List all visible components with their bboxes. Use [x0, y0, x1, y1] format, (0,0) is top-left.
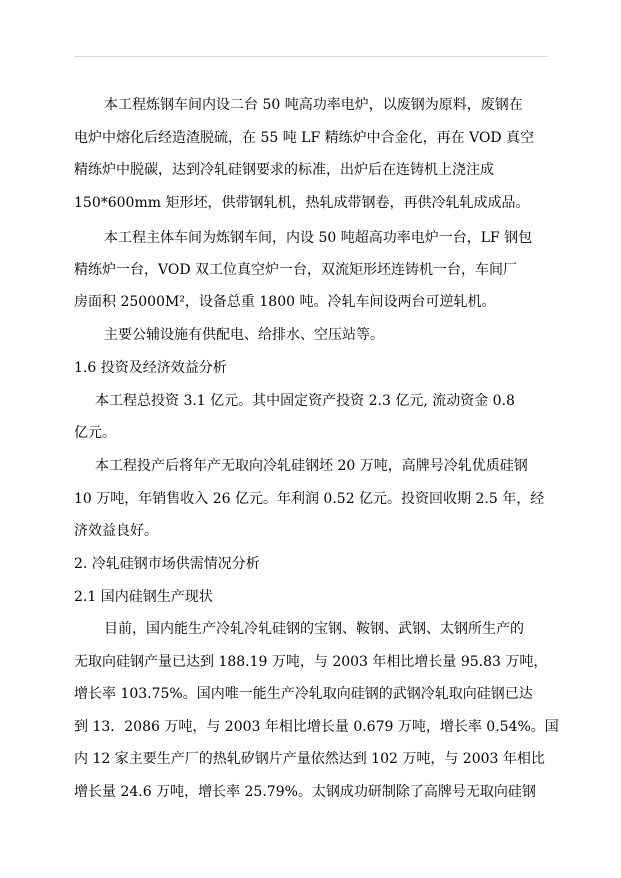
paragraph-line: 房面积 25000M²，设备总重 1800 吨。冷轧车间设两台可逆轧机。: [74, 294, 496, 310]
section-heading: 1.6 投资及经济效益分析: [74, 360, 227, 376]
paragraph-line: 电炉中熔化后经造渣脱硫，在 55 吨 LF 精练炉中合金化，再在 VOD 真空: [74, 130, 535, 146]
paragraph-line: 本工程总投资 3.1 亿元。其中固定资产投资 2.3 亿元, 流动资金 0.8: [95, 393, 515, 409]
paragraph-line: 150*600mm 矩形坯，供带钢轧机，热轧成带钢卷，再供冷轧轧成成品。: [74, 195, 530, 211]
paragraph-line: 主要公辅设施有供配电、给排水、空压站等。: [104, 327, 384, 343]
paragraph-line: 精练炉一台，VOD 双工位真空炉一台，双流矩形坯连铸机一台，车间厂: [74, 262, 518, 278]
paragraph-line: 10 万吨，年销售收入 26 亿元。年利润 0.52 亿元。投资回收期 2.5 年，经: [74, 491, 545, 507]
paragraph-line: 亿元。: [74, 425, 116, 441]
paragraph-line: 到 13．2086 万吨，与 2003 年相比增长量 0.679 万吨，增长率 0.54%。国: [74, 719, 559, 735]
section-heading: 2. 冷轧硅钢市场供需情况分析: [74, 556, 260, 572]
paragraph-line: 本工程主体车间为炼钢车间，内设 50 吨超高功率电炉一台，LF 钢包: [104, 230, 533, 246]
paragraph-line: 无取向硅钢产量已达到 188.19 万吨，与 2003 年相比增长量 95.83 万吨，: [74, 654, 548, 670]
paragraph-line: 本工程炼钢车间内设二台 50 吨高功率电炉，以废钢为原料，废钢在: [104, 97, 523, 113]
paragraph-line: 本工程投产后将年产无取向冷轧硅钢坯 20 万吨，高牌号冷轧优质硅钢: [95, 458, 528, 474]
paragraph-line: 济效益良好。: [74, 523, 158, 539]
header-rule: [74, 56, 548, 57]
paragraph-line: 精练炉中脱碳，达到冷轧硅钢要求的标准，出炉后在连铸机上浇注成: [74, 162, 494, 178]
paragraph-line: 增长量 24.6 万吨，增长率 25.79%。太钢成功研制除了高牌号无取向硅钢: [74, 784, 536, 800]
paragraph-line: 内 12 家主要生产厂的热轧矽钢片产量依然达到 102 万吨，与 2003 年相比: [74, 751, 545, 767]
section-heading: 2.1 国内硅钢生产现状: [74, 589, 213, 605]
paragraph-line: 目前，国内能生产冷轧冷轧硅钢的宝钢、鞍钢、武钢、太钢所生产的: [104, 621, 524, 637]
paragraph-line: 增长率 103.75%。国内唯一能生产冷轧取向硅钢的武钢冷轧取向硅钢已达: [74, 686, 533, 702]
